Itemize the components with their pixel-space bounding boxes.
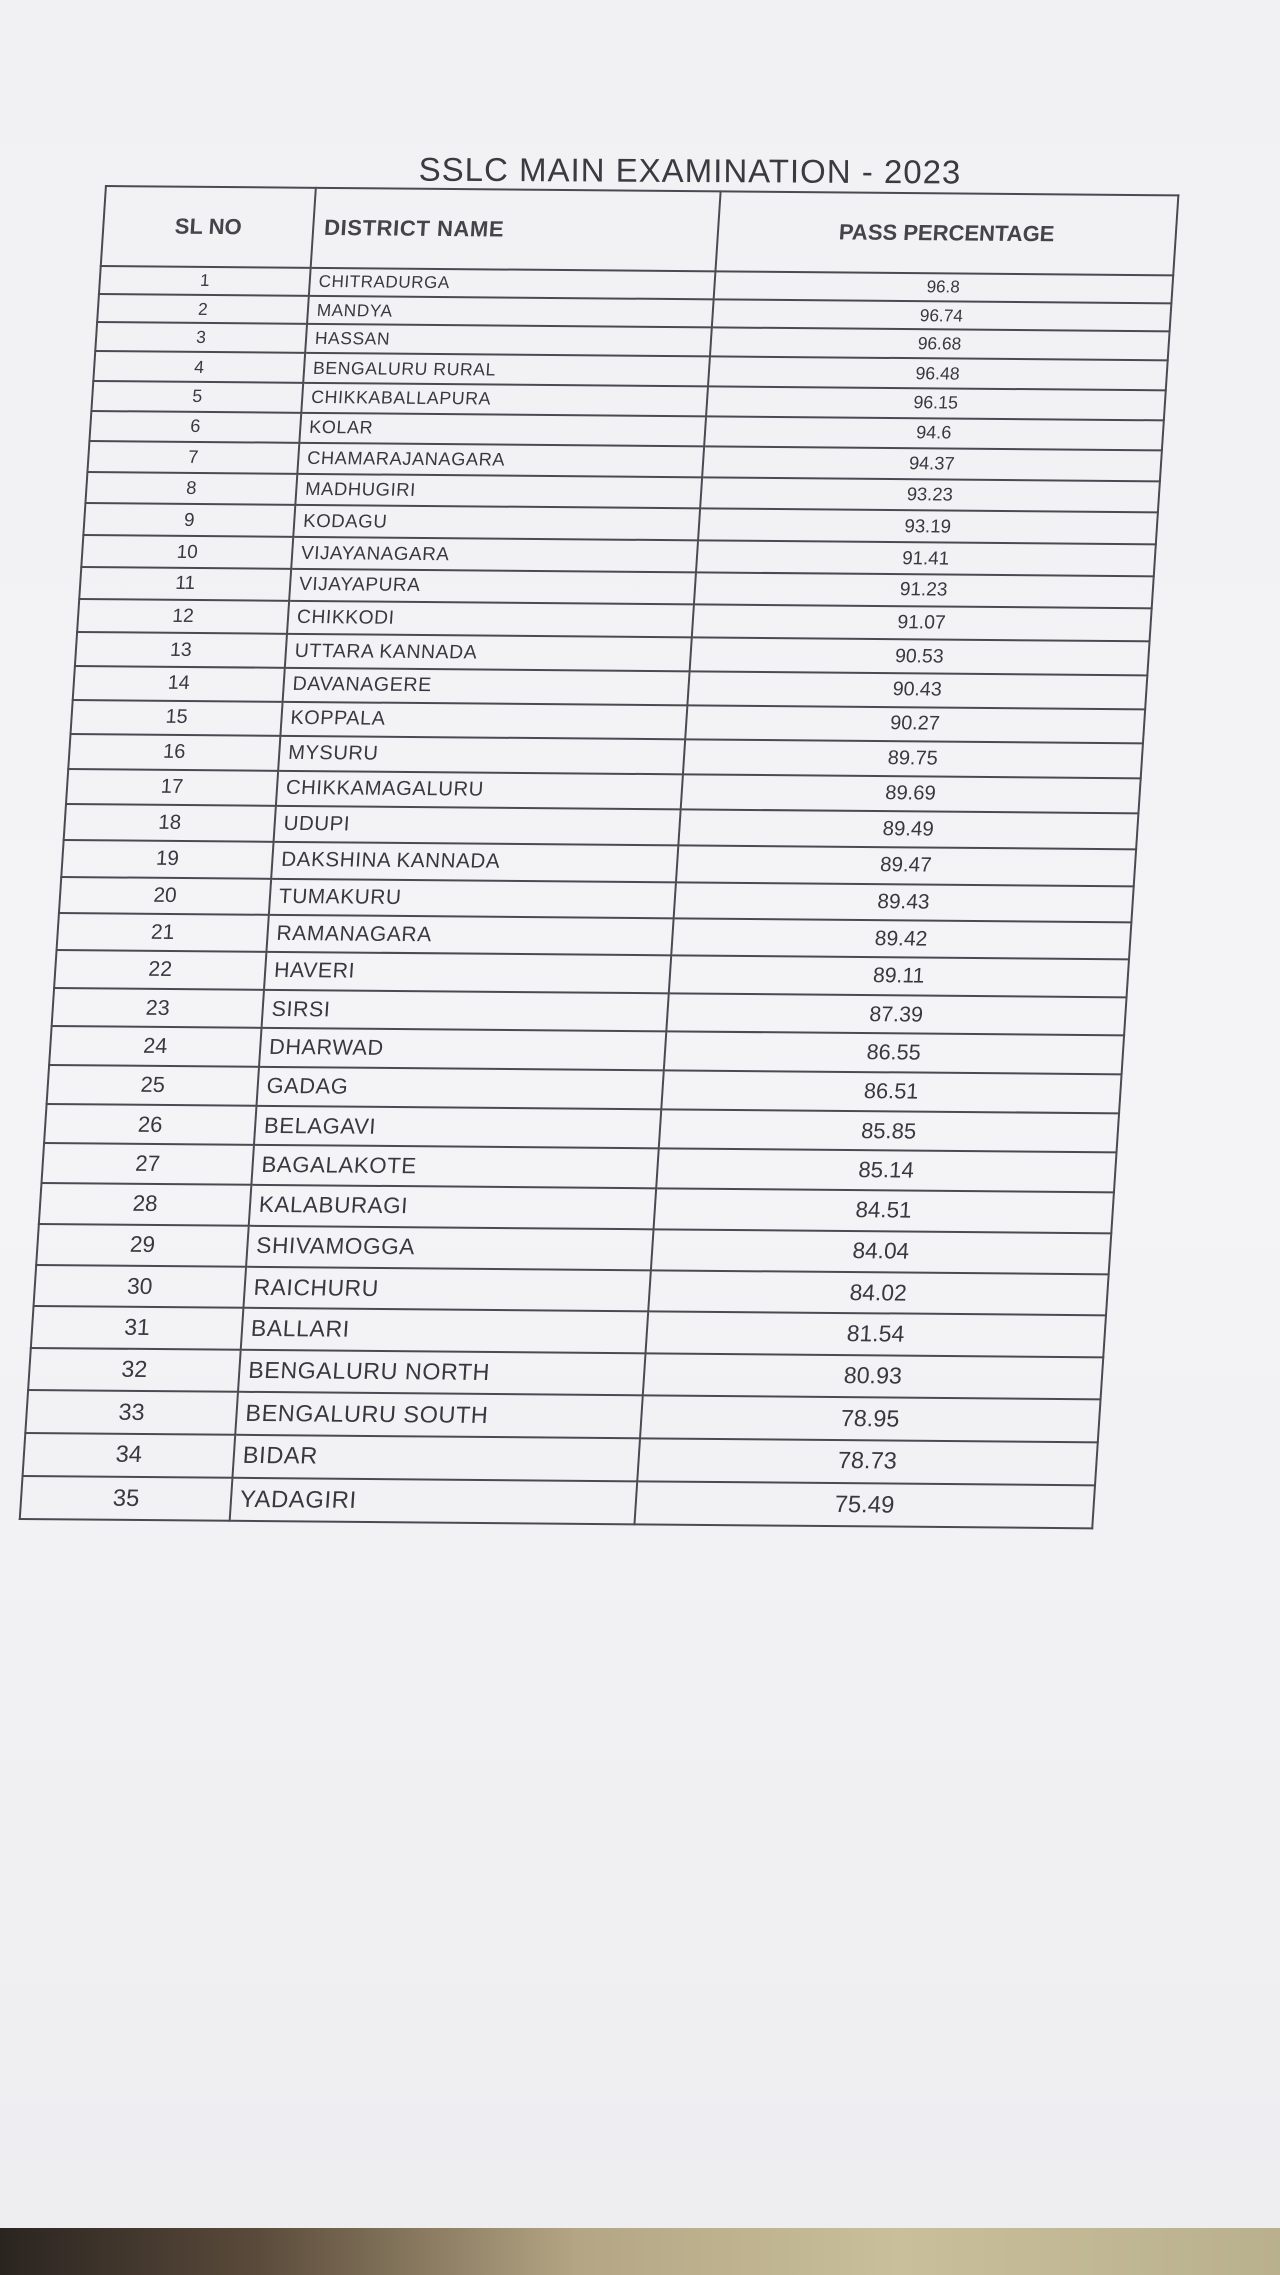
district-name-cell: MANDYA [307,296,713,328]
pass-percentage-cell: 90.43 [687,671,1147,709]
district-name-cell: BIDAR [232,1434,639,1481]
sl-no-cell: 1 [99,266,311,296]
pass-percentage-cell: 86.51 [661,1070,1122,1113]
pass-percentage-cell: 89.49 [678,810,1138,850]
pass-percentage-cell: 75.49 [634,1481,1095,1529]
table-row [20,1476,1095,1529]
pass-percentage-cell: 81.54 [645,1311,1106,1357]
district-name-cell: VIJAYANAGARA [291,536,698,572]
district-name-cell: HASSAN [305,324,711,356]
pass-percentage-cell: 93.23 [700,477,1160,512]
sl-no-cell: 32 [28,1348,241,1392]
pass-percentage-cell: 91.07 [691,605,1151,642]
sl-no-cell: 7 [87,441,299,474]
district-name-cell: YADAGIRI [230,1478,637,1525]
pass-percentage-cell: 86.55 [663,1032,1124,1075]
pass-percentage-cell: 93.19 [698,508,1158,544]
desk-surface [0,2228,1280,2275]
district-name-cell: BALLARI [241,1308,648,1353]
sl-no-cell: 4 [93,351,305,382]
district-name-cell: MADHUGIRI [295,473,701,508]
district-name-cell: CHIKKABALLAPURA [301,383,707,416]
results-table-wrapper [19,185,1180,1530]
district-name-cell: DHARWAD [259,1028,666,1070]
table-body [20,266,1173,1529]
pass-percentage-cell: 91.41 [696,540,1156,576]
sl-no-cell: 25 [47,1065,259,1106]
sl-no-cell: 5 [91,381,303,413]
results-table [19,185,1180,1530]
sl-no-cell: 14 [73,666,285,702]
sl-no-cell: 8 [85,472,297,505]
sl-no-cell: 2 [97,294,309,324]
district-name-cell: CHAMARAJANAGARA [297,443,703,477]
pass-percentage-cell: 90.27 [685,705,1145,743]
district-name-cell: CHIKKAMAGALURU [276,771,683,810]
sl-no-cell: 31 [31,1306,244,1350]
district-name-cell: BENGALURU NORTH [238,1349,645,1395]
header-district-name: DISTRICT NAME [311,188,721,272]
sl-no-cell: 16 [68,734,280,771]
district-name-cell: SHIVAMOGGA [246,1225,653,1269]
pass-percentage-cell: 84.51 [653,1189,1114,1233]
pass-percentage-cell: 84.04 [650,1229,1111,1274]
sl-no-cell: 11 [79,567,291,601]
district-name-cell: BENGALURU SOUTH [235,1392,642,1438]
district-name-cell: MYSURU [278,736,685,774]
sl-no-cell: 29 [36,1224,248,1267]
district-name-cell: BELAGAVI [254,1106,661,1149]
sl-no-cell: 19 [61,840,273,878]
pass-percentage-cell: 84.02 [648,1270,1109,1315]
pass-percentage-cell: 96.68 [710,328,1170,361]
sl-no-cell: 26 [44,1104,256,1145]
sl-no-cell: 10 [81,534,293,568]
sl-no-cell: 24 [49,1026,261,1066]
pass-percentage-cell: 94.6 [704,416,1164,450]
pass-percentage-cell: 89.47 [676,846,1137,886]
sl-no-cell: 15 [71,700,283,736]
district-name-cell: BENGALURU RURAL [303,353,709,386]
sl-no-cell: 30 [34,1265,246,1308]
pass-percentage-cell: 87.39 [666,993,1127,1035]
pass-percentage-cell: 78.95 [640,1395,1101,1442]
pass-percentage-cell: 89.11 [668,956,1129,998]
district-name-cell: SIRSI [261,990,668,1032]
sl-no-cell: 6 [89,411,301,443]
district-name-cell: CHITRADURGA [309,268,715,300]
sl-no-cell: 13 [75,632,287,667]
sl-no-cell: 28 [39,1183,251,1225]
pass-percentage-cell: 89.43 [673,882,1134,923]
pass-percentage-cell: 96.15 [706,386,1166,420]
pass-percentage-cell: 78.73 [637,1438,1098,1485]
district-name-cell: VIJAYAPURA [289,568,696,604]
pass-percentage-cell: 89.75 [683,740,1143,779]
pass-percentage-cell: 90.53 [689,638,1149,676]
district-name-cell: KODAGU [293,505,700,540]
header-sl-no: SL NO [101,186,316,268]
pass-percentage-cell: 96.48 [708,357,1168,390]
table-header-row [101,186,1179,275]
district-name-cell: RAICHURU [243,1266,650,1311]
sl-no-cell: 33 [25,1390,238,1435]
sl-no-cell: 17 [66,769,278,806]
pass-percentage-cell: 89.69 [680,774,1140,813]
district-name-cell: TUMAKURU [269,878,676,918]
sl-no-cell: 27 [41,1143,253,1185]
pass-percentage-cell: 91.23 [693,572,1153,609]
pass-percentage-cell: 85.14 [656,1149,1117,1193]
pass-percentage-cell: 96.74 [711,299,1171,331]
pass-percentage-cell: 80.93 [642,1353,1103,1399]
district-name-cell: BAGALAKOTE [251,1145,658,1188]
district-name-cell: KOPPALA [280,702,687,740]
district-name-cell: UDUPI [273,806,680,845]
sl-no-cell: 9 [83,503,295,537]
sl-no-cell: 22 [54,950,266,989]
district-name-cell: KALABURAGI [249,1185,656,1229]
district-name-cell: UTTARA KANNADA [285,634,692,671]
district-name-cell: DAVANAGERE [283,668,690,705]
district-name-cell: GADAG [256,1067,663,1110]
pass-percentage-cell: 89.42 [671,919,1132,960]
pass-percentage-cell: 96.8 [713,271,1173,303]
sl-no-cell: 21 [57,913,269,952]
pass-percentage-cell: 85.85 [658,1109,1119,1152]
sl-no-cell: 35 [20,1476,233,1521]
sl-no-cell: 23 [52,988,264,1028]
sl-no-cell: 20 [59,876,271,915]
sl-no-cell: 12 [77,599,289,634]
district-name-cell: HAVERI [264,952,671,993]
district-name-cell: DAKSHINA KANNADA [271,842,678,882]
pass-percentage-cell: 94.37 [702,446,1162,481]
sl-no-cell: 34 [23,1433,236,1478]
sl-no-cell: 3 [95,322,307,353]
header-pass-percentage: PASS PERCENTAGE [715,191,1178,275]
sl-no-cell: 18 [64,804,276,842]
district-name-cell: RAMANAGARA [266,915,673,956]
district-name-cell: KOLAR [299,412,705,446]
district-name-cell: CHIKKODI [287,601,694,638]
document-title: SSLC MAIN EXAMINATION - 2023 [418,150,962,191]
